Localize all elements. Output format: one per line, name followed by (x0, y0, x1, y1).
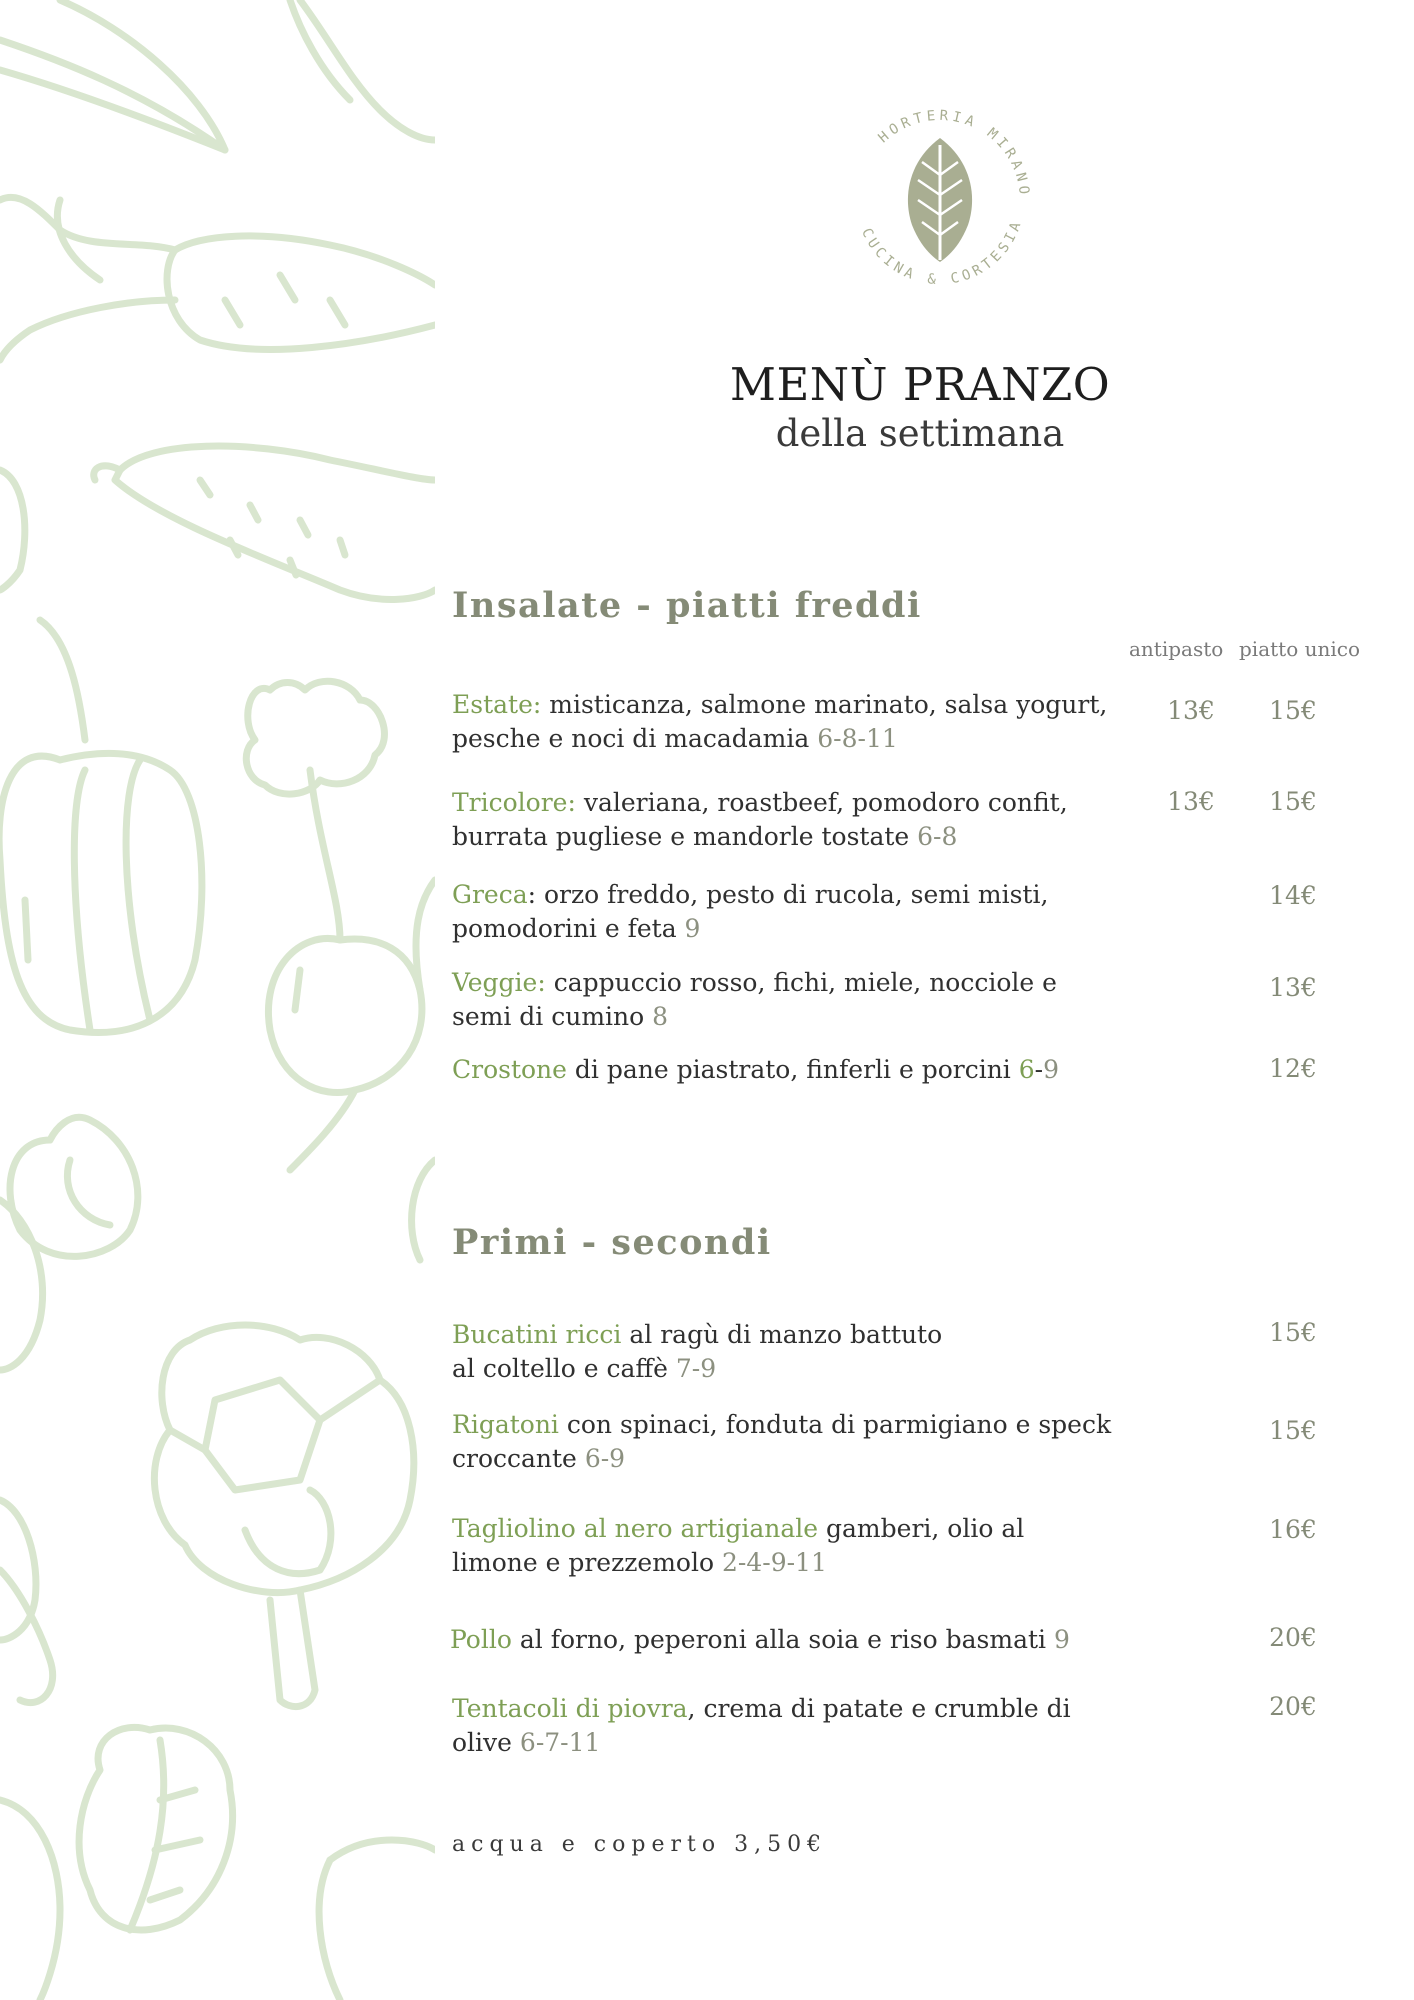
logo-text-top: HORTERIA MIRANO (875, 107, 1033, 199)
allergen-codes: 7-9 (675, 1354, 717, 1383)
dish-name: Bucatini ricci (452, 1320, 622, 1349)
dish-description: pomodorini e feta (452, 914, 685, 943)
price-piatto-unico: 15€ (1269, 696, 1317, 725)
dish-name: Estate: (452, 690, 542, 719)
dish-name: Crostone (452, 1055, 567, 1084)
dish-description: valeriana, roastbeef, pomodoro confit, (575, 788, 1068, 817)
dish-description: di pane piastrato, finferli e porcini (566, 1055, 1019, 1084)
dish-description: semi di cumino (452, 1002, 653, 1031)
dish-description: , crema di patate e crumble di (687, 1694, 1071, 1723)
menu-subtitle: della settimana (775, 412, 1065, 455)
restaurant-logo (830, 90, 1050, 310)
section-heading-primi: Primi - secondi (452, 1222, 772, 1263)
price: 16€ (1269, 1515, 1317, 1544)
dish-description: croccante (452, 1444, 585, 1473)
allergen-codes: 6 (1018, 1055, 1035, 1084)
column-header-antipasto: antipasto (1129, 637, 1224, 661)
dish-name: Tagliolino al nero artigianale (452, 1514, 819, 1543)
leaf-icon (908, 138, 972, 262)
price-antipasto: 13€ (1167, 787, 1215, 816)
section-heading-insalate: Insalate - piatti freddi (452, 585, 922, 626)
logo-text-bottom: CUCINA & CORTESIA (858, 216, 1026, 289)
price-piatto-unico: 14€ (1269, 881, 1317, 910)
price-piatto-unico: 15€ (1269, 787, 1317, 816)
cover-charge-note: acqua e coperto 3,50€ (452, 1832, 828, 1857)
column-header-piatto-unico: piatto unico (1239, 637, 1360, 661)
allergen-codes: 9 (1043, 1055, 1060, 1084)
price-antipasto: 13€ (1167, 696, 1215, 725)
price: 20€ (1269, 1623, 1317, 1652)
dish-name: Pollo (450, 1625, 512, 1654)
allergen-codes: 8 (652, 1002, 669, 1031)
allergen-codes: 6-8-11 (817, 724, 898, 753)
price-piatto-unico: 13€ (1269, 973, 1317, 1002)
menu-item-estate (452, 688, 1132, 756)
dish-description: al ragù di manzo battuto (621, 1320, 943, 1349)
dish-name: Greca (452, 880, 528, 909)
dish-description: : orzo freddo, pesto di rucola, semi misti, (527, 880, 1049, 909)
dish-description: cappuccio rosso, fichi, miele, nocciole e (545, 968, 1057, 997)
menu-item-crostone (452, 1053, 1132, 1087)
allergen-codes: 6-7-11 (519, 1728, 601, 1757)
allergen-codes: 9 (684, 914, 701, 943)
allergen-codes: 6-9 (584, 1444, 626, 1473)
dish-description: misticanza, salmone marinato, salsa yogurt, (541, 690, 1108, 719)
price: 15€ (1269, 1416, 1317, 1445)
dish-description: al forno, peperoni alla soia e riso basmati (511, 1625, 1054, 1654)
dish-description: burrata pugliese e mandorle tostate (452, 822, 918, 851)
dish-name: Tentacoli di piovra (452, 1694, 688, 1723)
menu-item-veggie (452, 966, 1132, 1034)
menu-item-greca (452, 878, 1132, 946)
dish-name: Veggie: (452, 968, 546, 997)
menu-item-tentacoli (452, 1692, 1132, 1760)
dish-name: Tricolore: (452, 788, 576, 817)
dish-description: gamberi, olio al (818, 1514, 1025, 1543)
vegetable-illustration (0, 0, 435, 2000)
price: 15€ (1269, 1318, 1317, 1347)
price: 20€ (1269, 1692, 1317, 1721)
dish-description: pesche e noci di macadamia (452, 724, 818, 753)
dish-name: Rigatoni (452, 1410, 559, 1439)
allergen-codes: 6-8 (917, 822, 958, 851)
allergen-separator: - (1034, 1055, 1044, 1084)
menu-item-tagliolino (452, 1512, 1132, 1580)
menu-item-tricolore (452, 786, 1132, 854)
allergen-codes: 2-4-9-11 (721, 1548, 827, 1577)
price-piatto-unico: 12€ (1269, 1054, 1317, 1083)
menu-item-bucatini (452, 1318, 1132, 1386)
dish-description: al coltello e caffè (452, 1354, 676, 1383)
allergen-codes: 9 (1053, 1625, 1070, 1654)
menu-item-rigatoni (452, 1408, 1132, 1476)
dish-description: olive (452, 1728, 520, 1757)
menu-item-pollo (450, 1623, 1130, 1657)
dish-description: limone e prezzemolo (452, 1548, 722, 1577)
menu-title: MENÙ PRANZO (729, 358, 1111, 411)
dish-description: con spinaci, fonduta di parmigiano e speck (558, 1410, 1112, 1439)
